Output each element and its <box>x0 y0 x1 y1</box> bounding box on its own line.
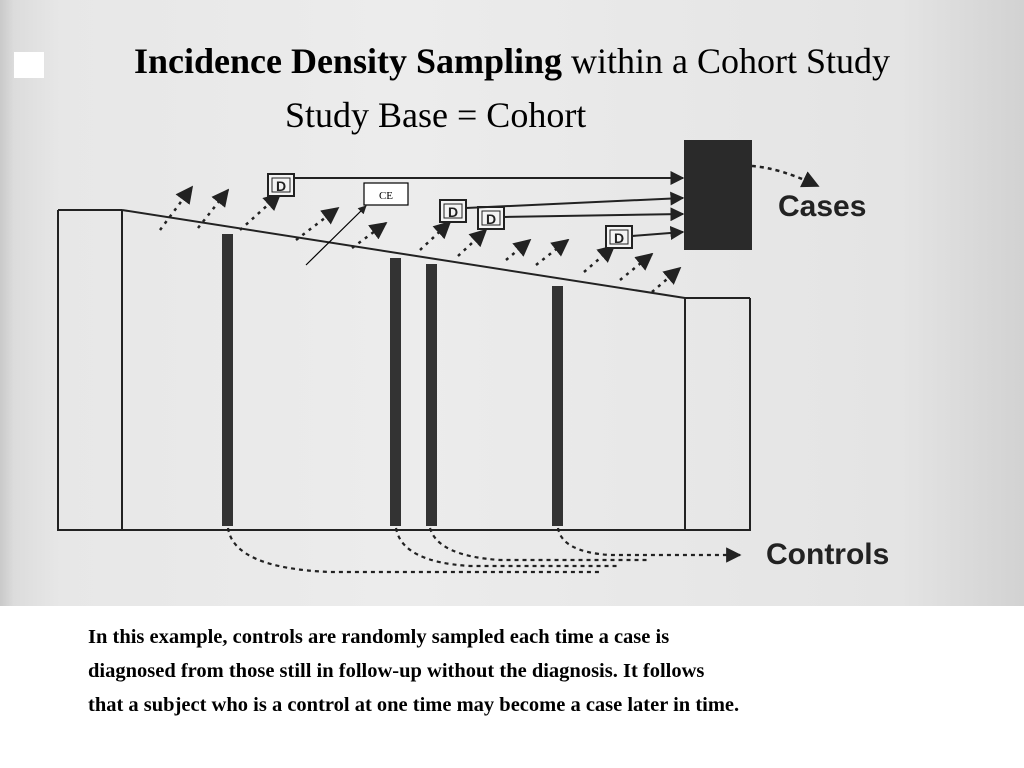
follow-up-arrow <box>352 223 386 248</box>
title-rest: within a Cohort Study <box>562 41 891 81</box>
follow-up-arrow <box>160 187 192 230</box>
control-bar <box>390 258 401 526</box>
follow-up-arrow <box>620 254 652 280</box>
ce-label: CE <box>378 190 394 202</box>
control-bar <box>426 264 437 526</box>
controls-label: Controls <box>766 538 890 571</box>
case-arrow <box>466 198 683 208</box>
follow-up-arrow <box>506 240 530 260</box>
follow-up-arrow <box>584 246 614 272</box>
ce-pointer <box>306 206 366 265</box>
follow-up-arrow <box>296 208 338 240</box>
control-path <box>430 528 650 560</box>
slide-subtitle: Study Base = Cohort <box>285 95 587 135</box>
cases-label: Cases <box>778 190 867 223</box>
title-bold: Incidence Density Sampling <box>133 41 563 81</box>
case-marker <box>268 174 294 196</box>
caption-line: In this example, controls are randomly sampled each time a case is <box>88 626 670 648</box>
follow-up-arrow <box>536 240 568 265</box>
case-marker-label: D <box>613 230 625 246</box>
control-bar <box>222 234 233 526</box>
case-arrow <box>504 214 683 217</box>
case-marker-label: D <box>485 211 497 227</box>
sampled-control-bars <box>222 234 563 526</box>
case-arrow <box>632 232 683 236</box>
case-marker-label: D <box>447 204 459 220</box>
case-marker <box>440 200 466 222</box>
caption-line: diagnosed from those still in follow-up without the diagnosis. It follows <box>88 660 705 682</box>
slide-caption <box>88 620 1008 722</box>
case-markers <box>268 174 632 248</box>
follow-up-arrow <box>240 194 280 230</box>
follow-up-arrow <box>458 230 486 256</box>
control-bar <box>552 286 563 526</box>
cases-arrow <box>752 166 818 186</box>
case-marker-label: D <box>275 178 287 194</box>
control-path <box>558 528 740 555</box>
follow-up-arrow <box>652 268 680 292</box>
caption-line: that a subject who is a control at one time may become a case later in time. <box>88 694 740 716</box>
follow-up-arrows <box>160 187 680 292</box>
cases-box <box>684 140 752 250</box>
follow-up-arrow <box>420 222 450 250</box>
case-marker <box>478 207 504 229</box>
case-marker <box>606 226 632 248</box>
control-sampling-paths <box>228 528 740 572</box>
